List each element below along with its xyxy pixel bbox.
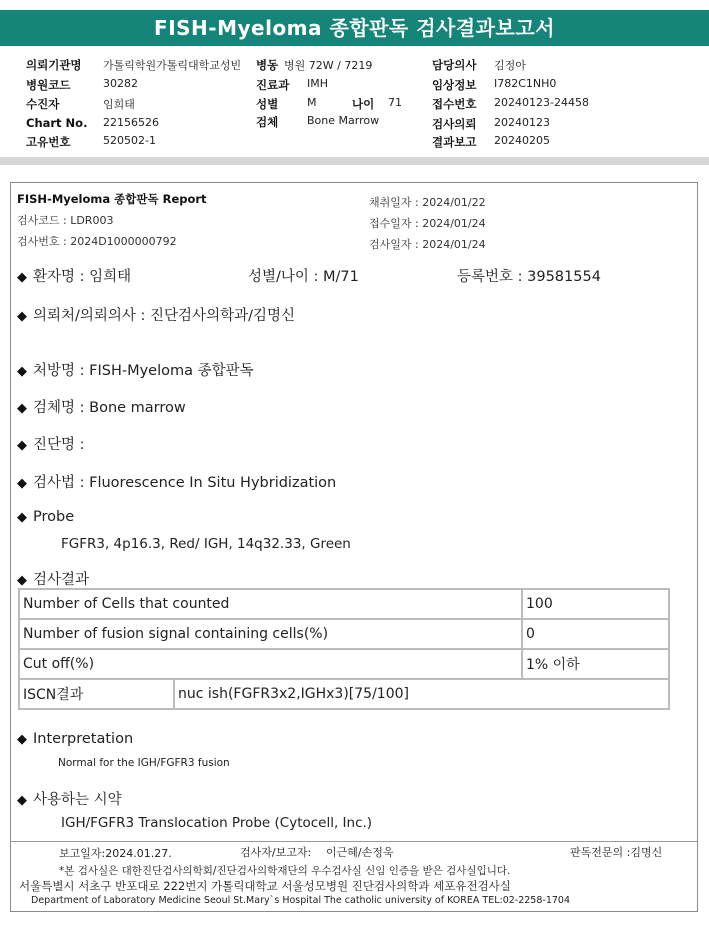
requester-line	[17, 304, 295, 325]
iscn-value: nuc ish(FGFR3x2,IGHx3)[75/100]	[174, 679, 669, 709]
report-date-label: 결과보고	[432, 135, 477, 149]
sex-label: 성별	[256, 97, 279, 111]
diamond-bullet-icon: ◆	[17, 401, 27, 416]
institution-label: 의뢰기관명	[26, 58, 82, 72]
diamond-bullet-icon: ◆	[17, 573, 27, 588]
diagnosis-text: 진단명 :	[33, 437, 85, 453]
diamond-bullet-icon: ◆	[17, 270, 27, 285]
diamond-bullet-icon: ◆	[17, 732, 27, 747]
specimen-value: Bone Marrow	[307, 114, 380, 127]
address-english: Department of Laboratory Medicine Seoul St.Mary`s Hospital The catholic university of KOREA TEL:02-2258-1704	[31, 895, 571, 906]
diamond-bullet-icon: ◆	[17, 309, 27, 324]
method-text: 검사법 : Fluorescence In Situ Hybridization	[33, 475, 337, 491]
specimen-line	[17, 396, 186, 417]
probe-heading	[17, 509, 74, 525]
divider-band	[0, 157, 709, 165]
request-date-label: 검사의뢰	[432, 117, 477, 131]
diamond-bullet-icon: ◆	[17, 793, 27, 808]
table-row	[19, 589, 669, 619]
patient-name-label: 수진자	[26, 97, 60, 111]
report-date-value: 20240205	[494, 134, 550, 147]
sex-age: 성별/나이 : M/71	[248, 269, 359, 285]
specimen-text: 검체명 : Bone marrow	[33, 400, 186, 416]
reagent-heading	[17, 788, 122, 809]
age-value: 71	[388, 96, 402, 109]
reagent-value: IGH/FGFR3 Translocation Probe (Cytocell, Inc.)	[61, 815, 373, 831]
chart-no-label: Chart No.	[26, 116, 88, 130]
reagent-label: 사용하는 시약	[33, 792, 122, 808]
requester-text: 의뢰처/의뢰의사 : 진단검사의학과/김명신	[33, 308, 295, 324]
clinical-info-value: I782C1NH0	[494, 77, 557, 90]
patient-name-value: 임희태	[103, 98, 135, 111]
test-code: 검사코드 : LDR003	[17, 214, 114, 227]
tester-names: 이근혜/손정욱	[326, 846, 394, 859]
result-value: 100	[522, 589, 669, 619]
interpretation-label: Interpretation	[33, 731, 134, 747]
result-value: 0	[522, 619, 669, 649]
result-table	[18, 588, 670, 710]
registration-no: 등록번호 : 39581554	[457, 269, 601, 285]
request-date-value: 20240123	[494, 116, 550, 129]
diamond-bullet-icon: ◆	[17, 510, 27, 525]
report-date: 보고일자:2024.01.27.	[59, 847, 172, 860]
interpretation-value: Normal for the IGH/FGFR3 fusion	[58, 757, 230, 769]
doctor-value: 김정아	[494, 59, 526, 72]
collected-date: 채취일자 : 2024/01/22	[369, 196, 486, 209]
sex-value: M	[307, 96, 317, 109]
receipt-no-label: 접수번호	[432, 97, 477, 111]
patient-line	[17, 265, 131, 286]
test-no: 검사번호 : 2024D1000000792	[17, 235, 177, 248]
result-heading	[17, 568, 89, 589]
interpretation-heading	[17, 731, 133, 747]
hospital-code-value: 30282	[103, 77, 138, 90]
result-name: Number of Cells that counted	[19, 589, 522, 619]
chart-no-value: 22156526	[103, 116, 159, 129]
unique-no-value: 520502-1	[103, 134, 156, 147]
ward-value: 병원 72W / 7219	[284, 59, 373, 72]
institution-value: 가톨릭학원가톨릭대학교성빈	[103, 59, 242, 72]
result-label: 검사결과	[33, 572, 90, 588]
method-line	[17, 471, 336, 492]
probe-label: Probe	[33, 509, 75, 525]
ward-label: 병동	[256, 58, 279, 72]
unique-no-label: 고유번호	[26, 135, 71, 149]
diamond-bullet-icon: ◆	[17, 476, 27, 491]
received-date: 접수일자 : 2024/01/24	[369, 217, 486, 230]
specimen-label: 검체	[256, 115, 279, 129]
result-name: Number of fusion signal containing cells(%)	[19, 619, 522, 649]
tester-label: 검사자/보고자:	[240, 846, 312, 859]
result-name: Cut off(%)	[19, 649, 522, 679]
report-panel	[10, 182, 698, 912]
dept-value: IMH	[307, 77, 329, 90]
tested-date: 검사일자 : 2024/01/24	[369, 238, 486, 251]
iscn-label: ISCN결과	[19, 679, 174, 709]
prescription-text: 처방명 : FISH-Myeloma 종합판독	[33, 363, 254, 379]
table-row	[19, 649, 669, 679]
page-title: FISH-Myeloma 종합판독 검사결과보고서	[0, 10, 709, 46]
receipt-no-value: 20240123-24458	[494, 96, 589, 109]
doctor-label: 담당의사	[432, 58, 477, 72]
age-label: 나이	[352, 97, 375, 111]
table-row	[19, 679, 669, 709]
hospital-code-label: 병원코드	[26, 78, 71, 92]
address-korean: 서울특별시 서초구 반포대로 222번지 가톨릭대학교 서울성모병원 진단검사의학과 세포유전검사실	[19, 879, 511, 893]
dept-label: 진료과	[256, 78, 290, 92]
diamond-bullet-icon: ◆	[17, 438, 27, 453]
specialist: 판독전문의 :김명신	[570, 846, 663, 859]
diagnosis-line	[17, 433, 85, 454]
probe-value: FGFR3, 4p16.3, Red/ IGH, 14q32.33, Green	[61, 536, 351, 552]
result-value: 1% 이하	[522, 649, 669, 679]
clinical-info-label: 임상정보	[432, 78, 477, 92]
diamond-bullet-icon: ◆	[17, 364, 27, 379]
prescription-line	[17, 359, 254, 380]
request-info-block	[0, 55, 709, 155]
certification-note: *본 검사실은 대한진단검사의학회/진단검사의학재단의 우수검사실 신임 인증을 받은 검사실입니다.	[59, 865, 511, 877]
table-row	[19, 619, 669, 649]
report-title: FISH-Myeloma 종합판독 Report	[17, 192, 207, 206]
footer-divider	[11, 841, 697, 842]
patient-name: 환자명 : 임희태	[33, 269, 132, 285]
